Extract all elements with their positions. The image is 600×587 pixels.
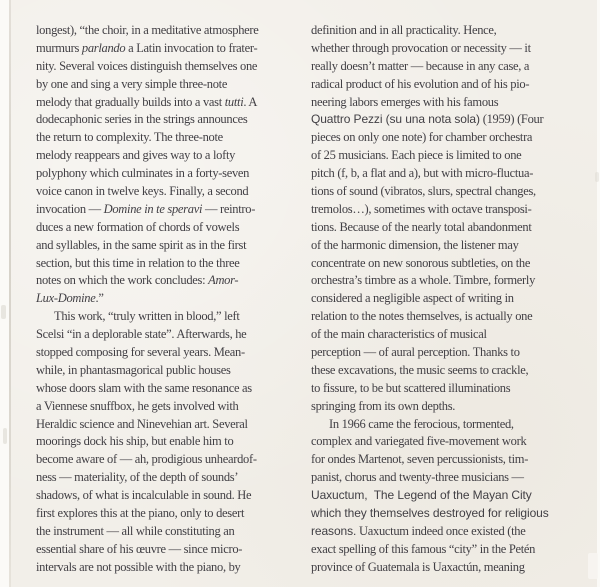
text-column-left	[36, 22, 300, 577]
text-line	[311, 398, 583, 416]
text-line	[311, 326, 583, 344]
text-line	[36, 308, 300, 326]
italic-text: parlando	[81, 40, 126, 55]
text-line	[311, 380, 583, 398]
text-line	[36, 272, 300, 290]
text-line	[36, 40, 300, 58]
body-text: longest), “the choir, in a meditative atmosphere	[36, 23, 259, 37]
body-text: duces a new formation of chords of vowels	[36, 219, 240, 234]
text-line	[311, 94, 583, 112]
text-line	[311, 290, 583, 308]
text-line	[311, 523, 583, 541]
work-title-text: Uaxuctum, The Legend of the Mayan City	[311, 488, 532, 503]
text-line	[311, 308, 583, 326]
body-text: tions of sound (vibratos, slurs, spectral changes,	[311, 184, 536, 199]
text-line	[36, 362, 300, 380]
text-line	[311, 40, 583, 58]
text-line	[36, 58, 300, 76]
body-text: perception — of aural perception. Thanks to	[311, 345, 520, 360]
body-text: springing from its own depths.	[311, 398, 456, 413]
body-text: definition and in all practicality. Hence,	[311, 23, 497, 37]
italic-text: Lux-Domine	[36, 291, 96, 306]
text-line	[36, 94, 300, 112]
body-text: neering labors emerges with his famous	[311, 94, 499, 109]
text-line	[36, 433, 300, 451]
text-line	[36, 344, 300, 362]
text-line	[311, 469, 583, 487]
body-text: essential share of his œuvre — since micro-	[36, 541, 243, 556]
body-text: notes on which the work concludes:	[36, 273, 209, 288]
text-line	[36, 111, 300, 129]
text-line	[36, 541, 300, 559]
body-text: a Latin invocation to frater-	[125, 40, 258, 55]
body-text: by one and sing a very simple three-note	[36, 76, 228, 91]
body-text: section, but this time in relation to the three	[36, 255, 240, 270]
body-text: Scelsi “in a deplorable state”. Afterwards, he	[36, 327, 247, 342]
body-text: whose doors slam with the same resonance as	[36, 380, 252, 395]
scan-artifact	[595, 172, 599, 182]
body-text: for ondes Martenot, seven percussionists, tim-	[311, 452, 529, 467]
body-text: and syllables, in the same spirit as in the first	[36, 237, 247, 252]
body-text: Uaxuctum indeed once existed (the	[356, 523, 526, 538]
body-text: become aware of — ah, prodigious unheardof-	[36, 452, 257, 467]
text-line	[36, 398, 300, 416]
body-text: (1959) (Four	[479, 112, 544, 127]
text-line	[36, 22, 300, 40]
work-title-text: Quattro Pezzi (su una nota sola)	[311, 112, 480, 127]
text-line	[311, 433, 583, 451]
text-line	[311, 344, 583, 362]
text-line	[36, 290, 300, 308]
body-text: voice canon in twelve keys. Finally, a second	[36, 184, 249, 199]
text-line	[311, 362, 583, 380]
body-text: panist, chorus and twenty-three musicians —	[311, 470, 524, 485]
body-text: shadows, of what is incalculable in sound. He	[36, 488, 252, 503]
text-line	[36, 523, 300, 541]
body-text: melody that gradually builds into a vast	[36, 94, 225, 109]
body-text: This work, “truly written in blood,” left	[54, 309, 240, 324]
text-line	[36, 326, 300, 344]
body-text: stopped composing for several years. Mean-	[36, 345, 245, 360]
body-text: murmurs	[36, 40, 82, 55]
text-line	[311, 255, 583, 273]
text-line	[36, 487, 300, 505]
body-text: nity. Several voices distinguish themselves one	[36, 58, 258, 73]
body-text: radical product of his evolution and of his pio-	[311, 76, 530, 91]
scan-artifact	[588, 553, 598, 579]
body-text: concentrate on new sonorous subtleties, on the	[311, 255, 531, 270]
scan-artifact	[1, 305, 6, 319]
text-line	[36, 147, 300, 165]
work-title-text: reasons.	[311, 523, 357, 538]
body-text: these excavations, the music seems to crackle,	[311, 362, 529, 377]
text-line	[36, 505, 300, 523]
body-text: while, in phantasmagorical public houses	[36, 362, 231, 377]
text-column-right	[311, 22, 583, 577]
text-line	[36, 416, 300, 434]
text-line	[311, 201, 583, 219]
text-line	[311, 183, 583, 201]
text-line	[36, 165, 300, 183]
scan-artifact	[3, 428, 7, 444]
text-line	[311, 487, 583, 505]
body-text: to fissure, to be but scattered illuminations	[311, 380, 511, 395]
text-line	[311, 559, 583, 577]
body-text: of the main characteristics of musical	[311, 327, 487, 342]
body-text: moorings dock his ship, but enable him to	[36, 434, 234, 449]
body-text: considered a negligible aspect of writing in	[311, 291, 514, 306]
italic-text: Domine in te speravi	[103, 201, 203, 216]
body-text: a Viennese snuffbox, he gets involved with	[36, 398, 239, 413]
text-line	[311, 58, 583, 76]
text-line	[36, 469, 300, 487]
body-text: melody reappears and gives way to a lofty	[36, 148, 236, 163]
body-text: dodecaphonic series in the strings announces	[36, 112, 248, 127]
text-line	[311, 416, 583, 434]
body-text: — reintro-	[202, 201, 256, 216]
body-text: intervals are not possible with the piano, by	[36, 559, 241, 574]
body-text: .”	[95, 291, 104, 306]
text-line	[311, 272, 583, 290]
text-line	[36, 201, 300, 219]
text-line	[36, 219, 300, 237]
text-line	[311, 129, 583, 147]
text-line	[36, 255, 300, 273]
body-text: invocation —	[36, 201, 104, 216]
body-text: exact spelling of this famous “city” in the Petén	[311, 541, 536, 556]
body-text: first explores this at the piano, only to desert	[36, 506, 245, 521]
text-line	[36, 380, 300, 398]
text-line	[36, 237, 300, 255]
body-text: the return to complexity. The three-note	[36, 130, 223, 145]
body-text: orchestra’s timbre as a whole. Timbre, formerly	[311, 273, 536, 288]
text-line	[36, 451, 300, 469]
text-line	[311, 76, 583, 94]
text-line	[311, 451, 583, 469]
text-line	[311, 147, 583, 165]
body-text: pieces on only one note) for chamber orchestra	[311, 130, 533, 145]
text-line	[311, 541, 583, 559]
text-line	[311, 22, 583, 40]
body-text: tions. Because of the nearly total abandonment	[311, 219, 532, 234]
page-fold-edge	[9, 0, 11, 587]
body-text: the instrument — all while constituting an	[36, 523, 235, 538]
body-text: really doesn’t matter — because in any case, a	[311, 58, 530, 73]
body-text: tremolos…), sometimes with octave transposi-	[311, 201, 532, 216]
italic-text: tutti	[224, 94, 244, 109]
text-line	[311, 165, 583, 183]
text-line	[311, 237, 583, 255]
text-line	[36, 129, 300, 147]
text-line	[36, 76, 300, 94]
body-text: Heraldic science and Ninevehian art. Several	[36, 416, 248, 431]
body-text: relation to the notes themselves, is actually one	[311, 309, 533, 324]
body-text: In 1966 came the ferocious, tormented,	[329, 416, 514, 431]
body-text: ness — materiality, of the depth of sounds’	[36, 470, 239, 485]
text-line	[311, 111, 583, 129]
text-line	[311, 505, 583, 523]
text-line	[311, 219, 583, 237]
body-text: of 25 musicians. Each piece is limited to one	[311, 148, 522, 163]
body-text: province of Guatemala is Uaxactún, meaning	[311, 559, 525, 574]
text-line	[36, 183, 300, 201]
body-text: pitch (f, b, a flat and a), but with micro-fluctua-	[311, 166, 534, 181]
body-text: polyphony which culminates in a forty-seven	[36, 166, 250, 181]
body-text: of the harmonic dimension, the listener may	[311, 237, 519, 252]
body-text: . A	[243, 94, 258, 109]
italic-text: Amor-	[208, 273, 239, 288]
body-text: whether through provocation or necessity — it	[311, 40, 531, 55]
work-title-text: which they themselves destroyed for religious	[311, 506, 549, 521]
text-line	[36, 559, 300, 577]
body-text: complex and variegated five-movement work	[311, 434, 527, 449]
